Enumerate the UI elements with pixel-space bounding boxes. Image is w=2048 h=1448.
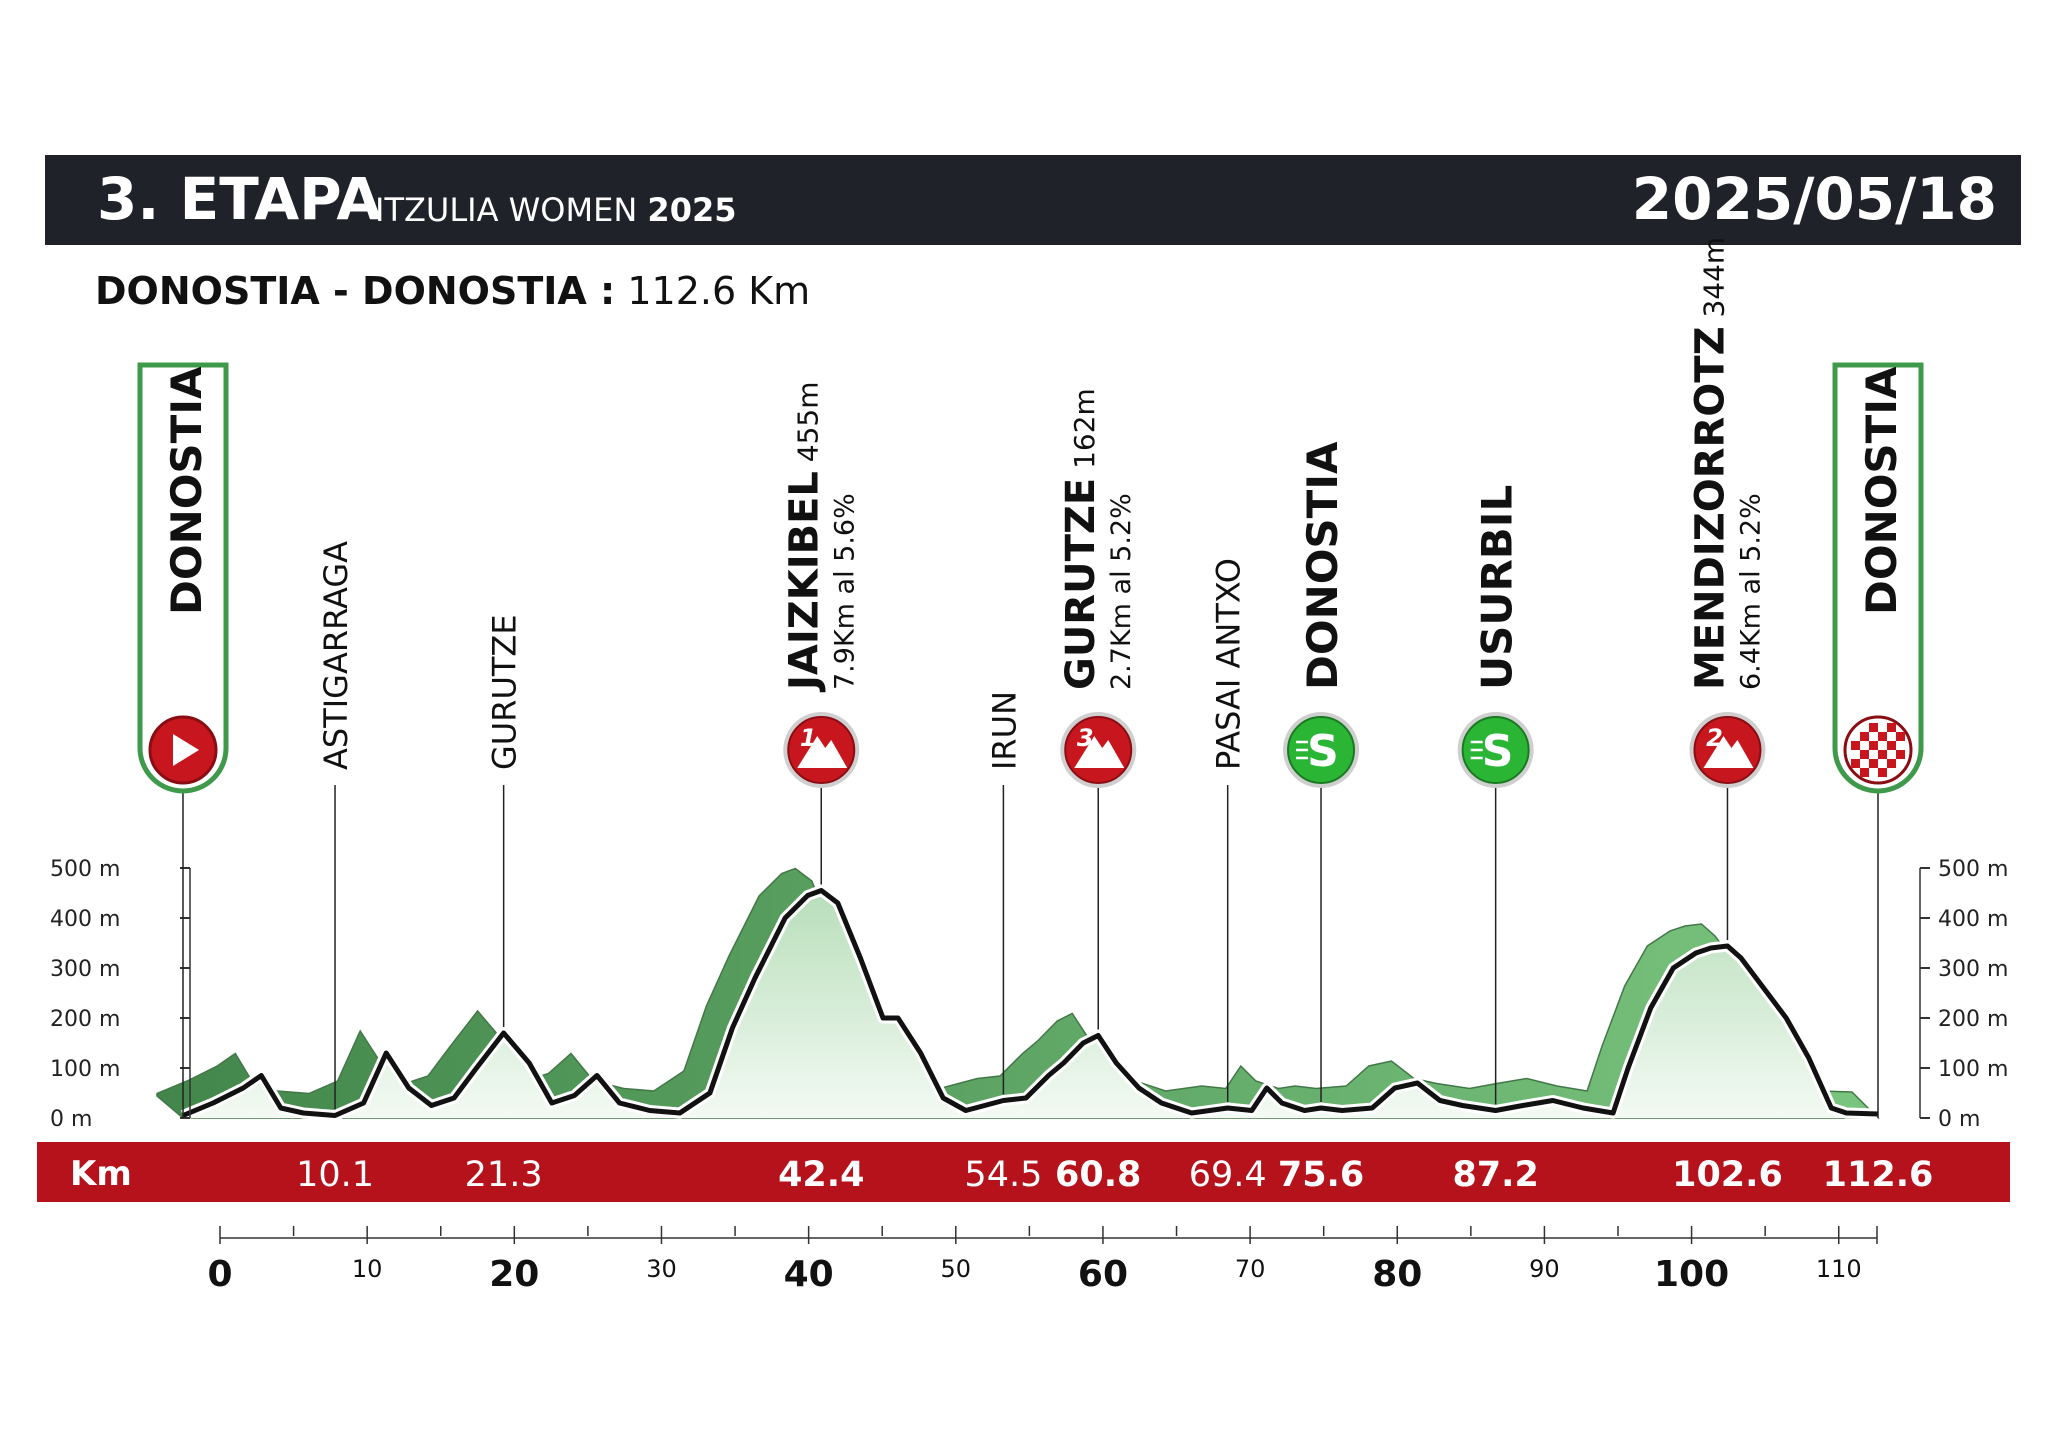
- km-band-label: Km: [70, 1154, 132, 1194]
- sprint-badge-letter: S: [1307, 726, 1339, 777]
- marker-finish-10: [1835, 365, 1921, 1118]
- y-tick-label-right: 100 m: [1938, 1057, 2009, 1082]
- climb-category: 1: [799, 724, 817, 752]
- route-distance: 112.6 Km: [627, 269, 811, 313]
- checkered-flag-icon: [1878, 750, 1887, 759]
- marker-start-0: [140, 365, 226, 1118]
- km-band-value-4: 54.5: [964, 1155, 1043, 1195]
- climb-detail: 6.4Km al 5.2%: [1735, 493, 1767, 690]
- marker-label: DONOSTIA: [1857, 366, 1906, 615]
- checkered-flag-icon: [1896, 732, 1905, 741]
- checkered-flag-icon: [1851, 741, 1860, 750]
- x-tick-label: 80: [1372, 1254, 1423, 1295]
- marker-label: DONOSTIA: [162, 366, 211, 615]
- x-tick-label: 30: [646, 1255, 677, 1283]
- km-band-value-5: 60.8: [1055, 1155, 1142, 1195]
- checkered-flag-icon: [1869, 741, 1878, 750]
- x-tick-label: 110: [1815, 1255, 1862, 1283]
- checkered-flag-icon: [1887, 741, 1896, 750]
- km-band-value-9: 102.6: [1672, 1155, 1783, 1195]
- checkered-flag-icon: [1860, 750, 1869, 759]
- y-tick-label-left: 0 m: [50, 1107, 93, 1132]
- checkered-flag-icon: [1869, 759, 1878, 768]
- checkered-flag-icon: [1851, 759, 1860, 768]
- marker-label-text: [1857, 366, 1906, 615]
- marker-label-text: [1210, 558, 1248, 770]
- marker-town-1: [317, 541, 355, 1110]
- checkered-flag-icon: [1887, 723, 1896, 732]
- x-tick-label: 10: [351, 1255, 383, 1283]
- checkered-flag-icon: [1869, 723, 1878, 732]
- marker-climb-9: [1687, 237, 1766, 940]
- marker-label: DONOSTIA: [1298, 441, 1348, 690]
- distance-axis: [207, 1226, 1877, 1295]
- y-tick-label-right: 500 m: [1938, 857, 2009, 882]
- y-tick-label-left: 200 m: [50, 1007, 121, 1032]
- y-tick-label-left: 300 m: [50, 957, 121, 982]
- y-tick-label-right: 400 m: [1938, 907, 2009, 932]
- km-band-value-3: 42.4: [778, 1155, 865, 1195]
- km-band-value-2: 21.3: [464, 1155, 543, 1195]
- climb-detail: 7.9Km al 5.6%: [829, 493, 861, 690]
- x-tick-label: 50: [940, 1255, 972, 1283]
- checkered-flag-icon: [1860, 768, 1869, 777]
- y-tick-label-right: 300 m: [1938, 957, 2009, 982]
- marker-label: ASTIGARRAGA: [317, 540, 356, 770]
- marker-town-6: [1210, 558, 1248, 1102]
- x-tick-label: 60: [1077, 1254, 1129, 1295]
- marker-sprint-7: [1283, 441, 1359, 1102]
- km-band: [37, 1142, 2010, 1202]
- marker-label-text: [162, 366, 211, 615]
- marker-label-text: [1298, 441, 1347, 690]
- checkered-flag-icon: [1878, 768, 1887, 777]
- marker-label-text: [486, 614, 524, 770]
- km-band-value-8: 87.2: [1452, 1155, 1539, 1195]
- x-tick-label: 20: [489, 1254, 540, 1295]
- marker-label-text: [317, 541, 355, 770]
- marker-town-2: [486, 614, 524, 1027]
- climb-altitude: 455m: [791, 381, 825, 472]
- marker-label: GURUTZE: [485, 614, 524, 770]
- stage-date: 2025/05/18: [1631, 165, 1997, 233]
- y-tick-label-left: 400 m: [50, 907, 121, 932]
- route-cities: DONOSTIA - DONOSTIA :: [95, 269, 616, 313]
- race-year: 2025: [647, 191, 737, 229]
- climb-altitude: 344m: [1697, 236, 1731, 327]
- marker-label-text: [1473, 485, 1522, 690]
- x-tick-label: 40: [783, 1254, 834, 1295]
- climb-category: 2: [1706, 724, 1723, 752]
- stage-number: 3. ETAPA: [97, 165, 382, 233]
- y-tick-label-right: 200 m: [1938, 1007, 2009, 1032]
- marker-label: IRUN: [985, 690, 1024, 770]
- checkered-flag-icon: [1887, 759, 1896, 768]
- climb-category: 3: [1076, 724, 1094, 752]
- marker-climb-5: [1058, 388, 1137, 1029]
- climb-title-text: [781, 381, 827, 693]
- marker-label: USURBIL: [1472, 484, 1522, 690]
- climb-title-text: [1058, 388, 1104, 690]
- marker-label-text: [985, 691, 1023, 770]
- y-tick-label-right: 0 m: [1938, 1107, 1981, 1132]
- marker-town-4: [985, 691, 1023, 1095]
- x-tick-label: 0: [207, 1254, 233, 1295]
- climb-name: MENDIZORROTZ: [1687, 326, 1734, 690]
- climb-name: GURUTZE: [1058, 477, 1105, 690]
- x-tick-label: 100: [1654, 1254, 1730, 1295]
- climb-name: JAIZKIBEL: [781, 471, 828, 690]
- km-band-value-6: 69.4: [1188, 1155, 1267, 1195]
- y-tick-label-left: 500 m: [50, 857, 121, 882]
- km-band-value-10: 112.6: [1822, 1155, 1934, 1195]
- checkered-flag-icon: [1896, 750, 1905, 759]
- marker-climb-3: [781, 381, 860, 884]
- km-band-value-1: 10.1: [296, 1155, 375, 1195]
- marker-sprint-8: [1458, 485, 1534, 1105]
- x-tick-label: 90: [1529, 1255, 1560, 1283]
- y-tick-label-left: 100 m: [50, 1057, 121, 1082]
- checkered-flag-icon: [1878, 732, 1887, 741]
- marker-label: PASAI ANTXO: [1209, 558, 1248, 770]
- km-band-value-7: 75.6: [1277, 1155, 1365, 1195]
- climb-detail-text: [1735, 493, 1766, 690]
- race-title: ITZULIA WOMEN: [375, 191, 638, 229]
- climb-title-text: [1687, 237, 1733, 690]
- climb-altitude: 162m: [1068, 388, 1102, 478]
- climb-detail-text: [1106, 493, 1137, 690]
- checkered-flag-icon: [1860, 732, 1869, 741]
- sprint-badge-letter: S: [1481, 726, 1514, 777]
- climb-detail-text: [829, 493, 860, 690]
- x-tick-label: 70: [1234, 1255, 1266, 1283]
- climb-detail: 2.7Km al 5.2%: [1106, 493, 1138, 690]
